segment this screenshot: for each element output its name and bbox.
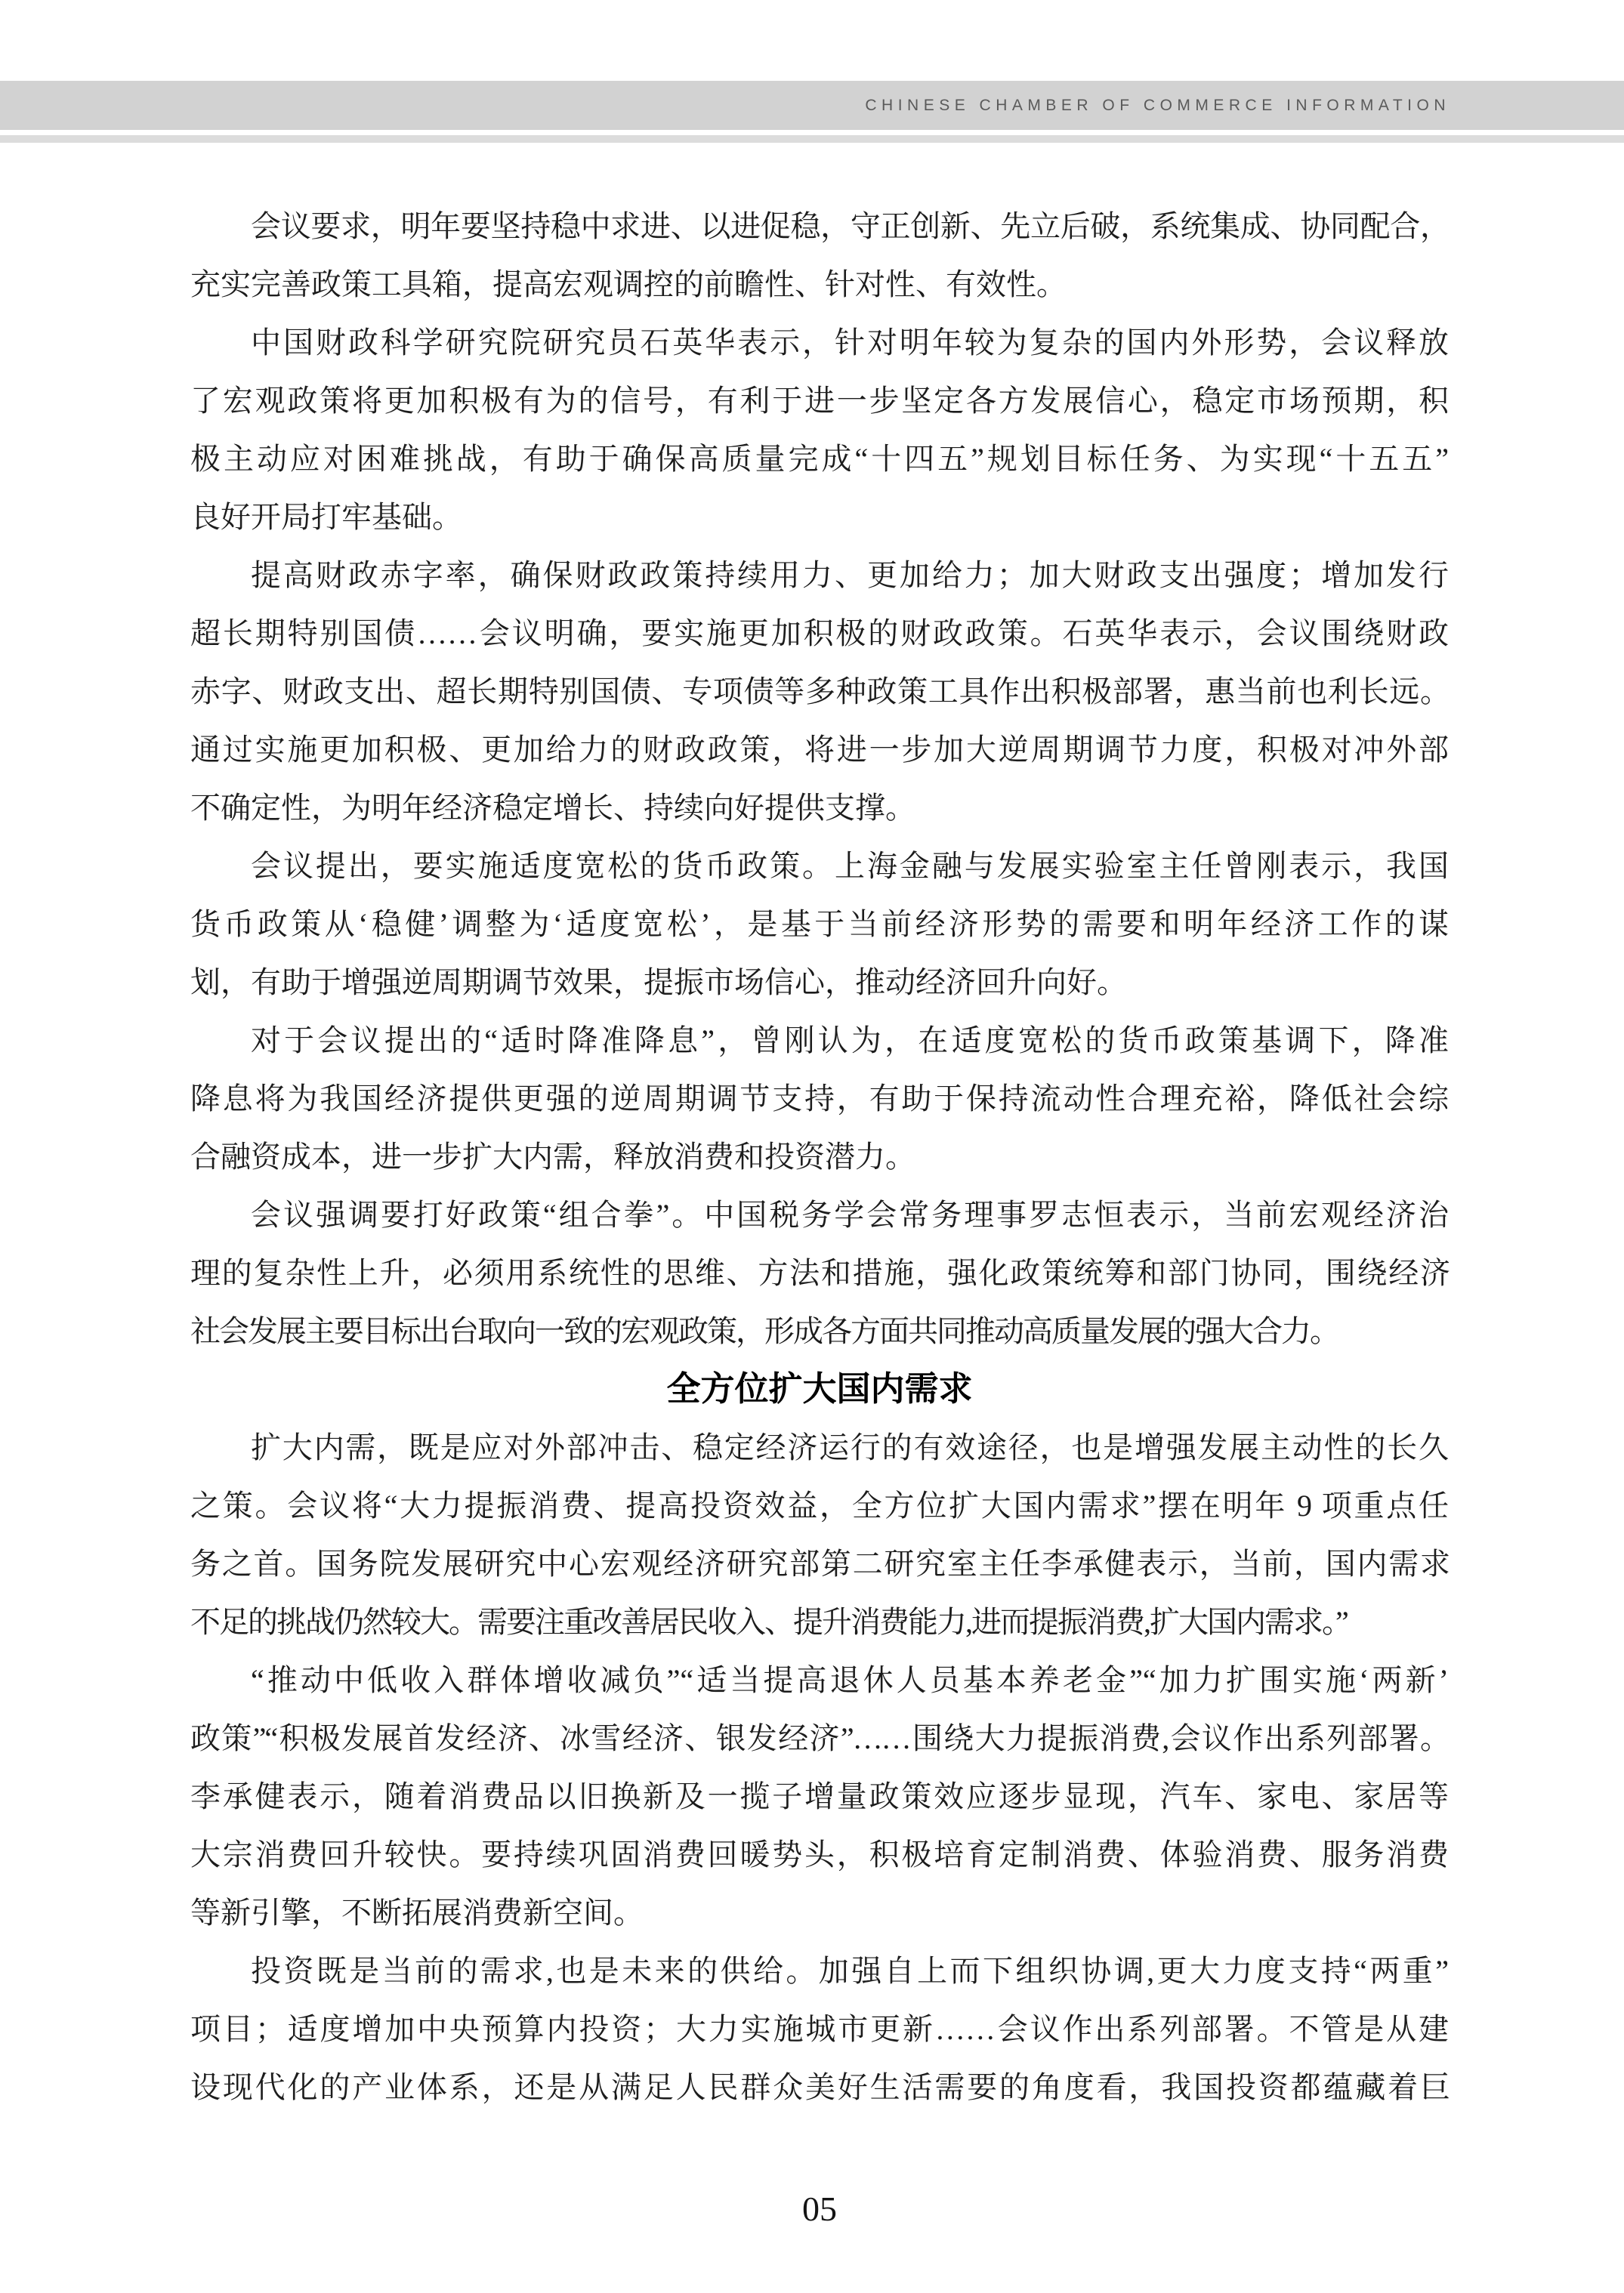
text-line: 充实完善政策工具箱，提高宏观调控的前瞻性、针对性、有效性。 [190, 267, 1067, 301]
text-line: 良好开局打牢基础。 [190, 500, 462, 534]
text-line: 项目；适度增加中央预算内投资；大力实施城市更新……会议作出系列部署。不管是从建 [190, 2012, 1449, 2046]
text-line: 降息将为我国经济提供更强的逆周期调节支持，有助于保持流动性合理充裕，降低社会综 [190, 1082, 1449, 1116]
page-number: 05 [802, 2190, 837, 2228]
text-line: 极主动应对困难挑战，有助于确保高质量完成“十四五”规划目标任务、为实现“十五五” [190, 442, 1449, 476]
text-line: 合融资成本，进一步扩大内需，释放消费和投资潜力。 [190, 1140, 915, 1174]
text-line: 务之首。国务院发展研究中心宏观经济研究部第二研究室主任李承健表示，当前，国内需求 [190, 1547, 1449, 1581]
text-line: 对于会议提出的“适时降准降息”，曾刚认为，在适度宽松的货币政策基调下，降准 [251, 1023, 1449, 1057]
header-banner-bar [0, 81, 1624, 130]
document-body [190, 197, 1449, 2116]
text-line: 李承健表示，随着消费品以旧换新及一揽子增量政策效应逐步显现，汽车、家电、家居等 [190, 1779, 1449, 1813]
text-line: 会议提出，要实施适度宽松的货币政策。上海金融与发展实验室主任曾刚表示，我国 [251, 849, 1449, 883]
text-line: 了宏观政策将更加积极有为的信号，有利于进一步坚定各方发展信心，稳定市场预期，积 [190, 384, 1449, 418]
text-line: 不足的挑战仍然较大。需要注重改善居民收入、提升消费能力,进而提振消费,扩大国内需求。” [190, 1605, 1348, 1639]
text-line: 中国财政科学研究院研究员石英华表示，针对明年较为复杂的国内外形势，会议释放 [251, 326, 1449, 360]
text-line: 投资既是当前的需求,也是未来的供给。加强自上而下组织协调,更大力度支持“两重” [251, 1954, 1449, 1988]
text-line: 政策”“积极发展首发经济、冰雪经济、银发经济”……围绕大力提振消费,会议作出系列部署。 [190, 1721, 1449, 1755]
text-line: 理的复杂性上升，必须用系统性的思维、方法和措施，强化政策统筹和部门协同，围绕经济 [190, 1256, 1449, 1290]
text-line: 提高财政赤字率，确保财政政策持续用力、更加给力；加大财政支出强度；增加发行 [251, 558, 1449, 592]
text-line: 社会发展主要目标出台取向一致的宏观政策，形成各方面共同推动高质量发展的强大合力。 [190, 1314, 1338, 1348]
text-line: 会议要求，明年要坚持稳中求进、以进促稳，守正创新、先立后破，系统集成、协同配合， [251, 209, 1449, 243]
text-line: 设现代化的产业体系，还是从满足人民群众美好生活需要的角度看，我国投资都蕴藏着巨 [190, 2070, 1449, 2104]
text-line: 扩大内需，既是应对外部冲击、稳定经济运行的有效途径，也是增强发展主动性的长久 [251, 1430, 1449, 1464]
text-line: 之策。会议将“大力提振消费、提高投资效益，全方位扩大国内需求”摆在明年 9 项重点任 [190, 1489, 1449, 1523]
text-line: 通过实施更加积极、更加给力的财政政策，将进一步加大逆周期调节力度，积极对冲外部 [190, 733, 1449, 767]
text-line: 划，有助于增强逆周期调节效果，提振市场信心，推动经济回升向好。 [190, 965, 1127, 999]
text-line: 大宗消费回升较快。要持续巩固消费回暖势头，积极培育定制消费、体验消费、服务消费 [190, 1838, 1449, 1872]
text-line: 货币政策从‘稳健’调整为‘适度宽松’，是基于当前经济形势的需要和明年经济工作的谋 [190, 907, 1449, 941]
text-line: 超长期特别国债……会议明确，要实施更加积极的财政政策。石英华表示，会议围绕财政 [190, 616, 1449, 650]
section-heading: 全方位扩大国内需求 [666, 1370, 973, 1408]
text-line: 赤字、财政支出、超长期特别国债、专项债等多种政策工具作出积极部署，惠当前也利长远。 [190, 674, 1449, 708]
text-line: “推动中低收入群体增收减负”“适当提高退休人员基本养老金”“加力扩围实施‘两新’ [251, 1663, 1449, 1697]
header-divider-bar [0, 135, 1624, 143]
header-banner-text: CHINESE CHAMBER OF COMMERCE INFORMATION [865, 97, 1450, 114]
text-line: 会议强调要打好政策“组合拳”。中国税务学会常务理事罗志恒表示，当前宏观经济治 [251, 1198, 1449, 1232]
text-line: 不确定性，为明年经济稳定增长、持续向好提供支撑。 [190, 791, 915, 825]
text-line: 等新引擎，不断拓展消费新空间。 [190, 1896, 644, 1930]
